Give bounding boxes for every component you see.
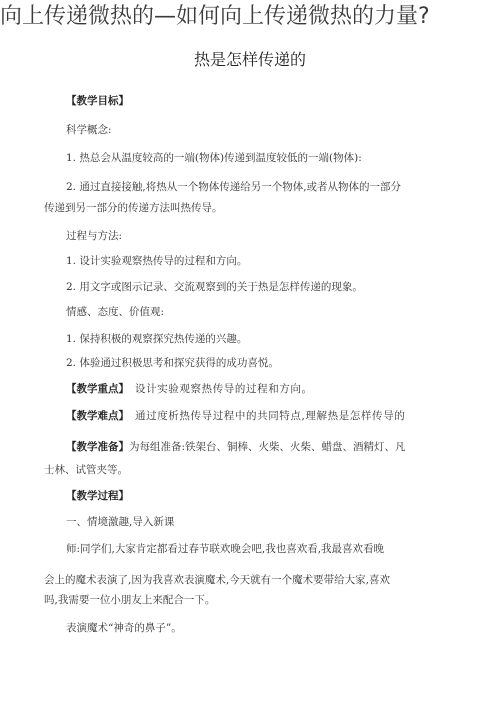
concept-2-line-2: 传递到另一部分的传递方法叫热传导。 — [44, 202, 223, 214]
magic-show-line: 表演魔术“神奇的鼻子”。 — [66, 622, 182, 634]
preparation-text-line-2: 士林、试管夹等。 — [44, 464, 128, 476]
attitude-1: 1. 保持积极的观察探究热传递的兴趣。 — [66, 333, 248, 345]
key-points — [66, 383, 313, 396]
attitude-2: 2. 体验通过积极思考和探究获得的成功喜悦。 — [66, 357, 279, 369]
section-1-heading: 一、情境激趣,导入新课 — [66, 516, 175, 528]
preparation — [66, 441, 406, 454]
preparation-label: 【教学准备】 — [66, 441, 129, 453]
concept-2-line-1: 2. 通过直接接触,将热从一个物体传递给另一个物体,或者从物体的一部分 — [66, 181, 402, 193]
difficulties — [66, 410, 405, 423]
method-2: 2. 用文字或图示记录、交流观察到的关于热是怎样传递的现象。 — [66, 281, 363, 293]
process-methods-label: 过程与方法: — [66, 230, 123, 242]
preparation-text-line-1: 为每组准备:铁架台、铜棒、火柴、火柴、蜡盘、酒精灯、凡 — [129, 441, 406, 453]
key-points-text: 设计实验观察热传导的过程和方向。 — [135, 383, 313, 395]
key-points-label: 【教学重点】 — [66, 383, 129, 395]
document-title: 热是怎样传递的 — [193, 50, 306, 69]
method-1: 1. 设计实验观察热传导的过程和方向。 — [66, 255, 248, 267]
science-concepts-label: 科学概念: — [66, 124, 112, 136]
attitudes-label: 情感、态度、价值观: — [66, 306, 165, 318]
objectives-heading: 【教学目标】 — [66, 95, 129, 107]
concept-1: 1. 热总会从温度较高的一端(物体)传递到温度较低的一端(物体): — [66, 152, 362, 164]
teacher-line-1: 师:同学们,大家肯定都看过春节联欢晚会吧,我也喜欢看,我最喜欢看晚 — [66, 543, 385, 555]
teacher-line-3: 吗,我需要一位小朋友上来配合一下。 — [44, 594, 216, 606]
teacher-line-2: 会上的魔术表演了,因为我喜欢表演魔术,今天就有一个魔术要带给大家,喜欢 — [44, 574, 391, 586]
difficulties-label: 【教学难点】 — [66, 410, 129, 422]
difficulties-text: 通过度析热传导过程中的共同特点,理解热是怎样传导的 — [135, 410, 406, 422]
process-heading: 【教学过程】 — [66, 490, 129, 502]
page-headline: 向上传递微热的—如何向上传递微热的力量? — [0, 4, 430, 29]
